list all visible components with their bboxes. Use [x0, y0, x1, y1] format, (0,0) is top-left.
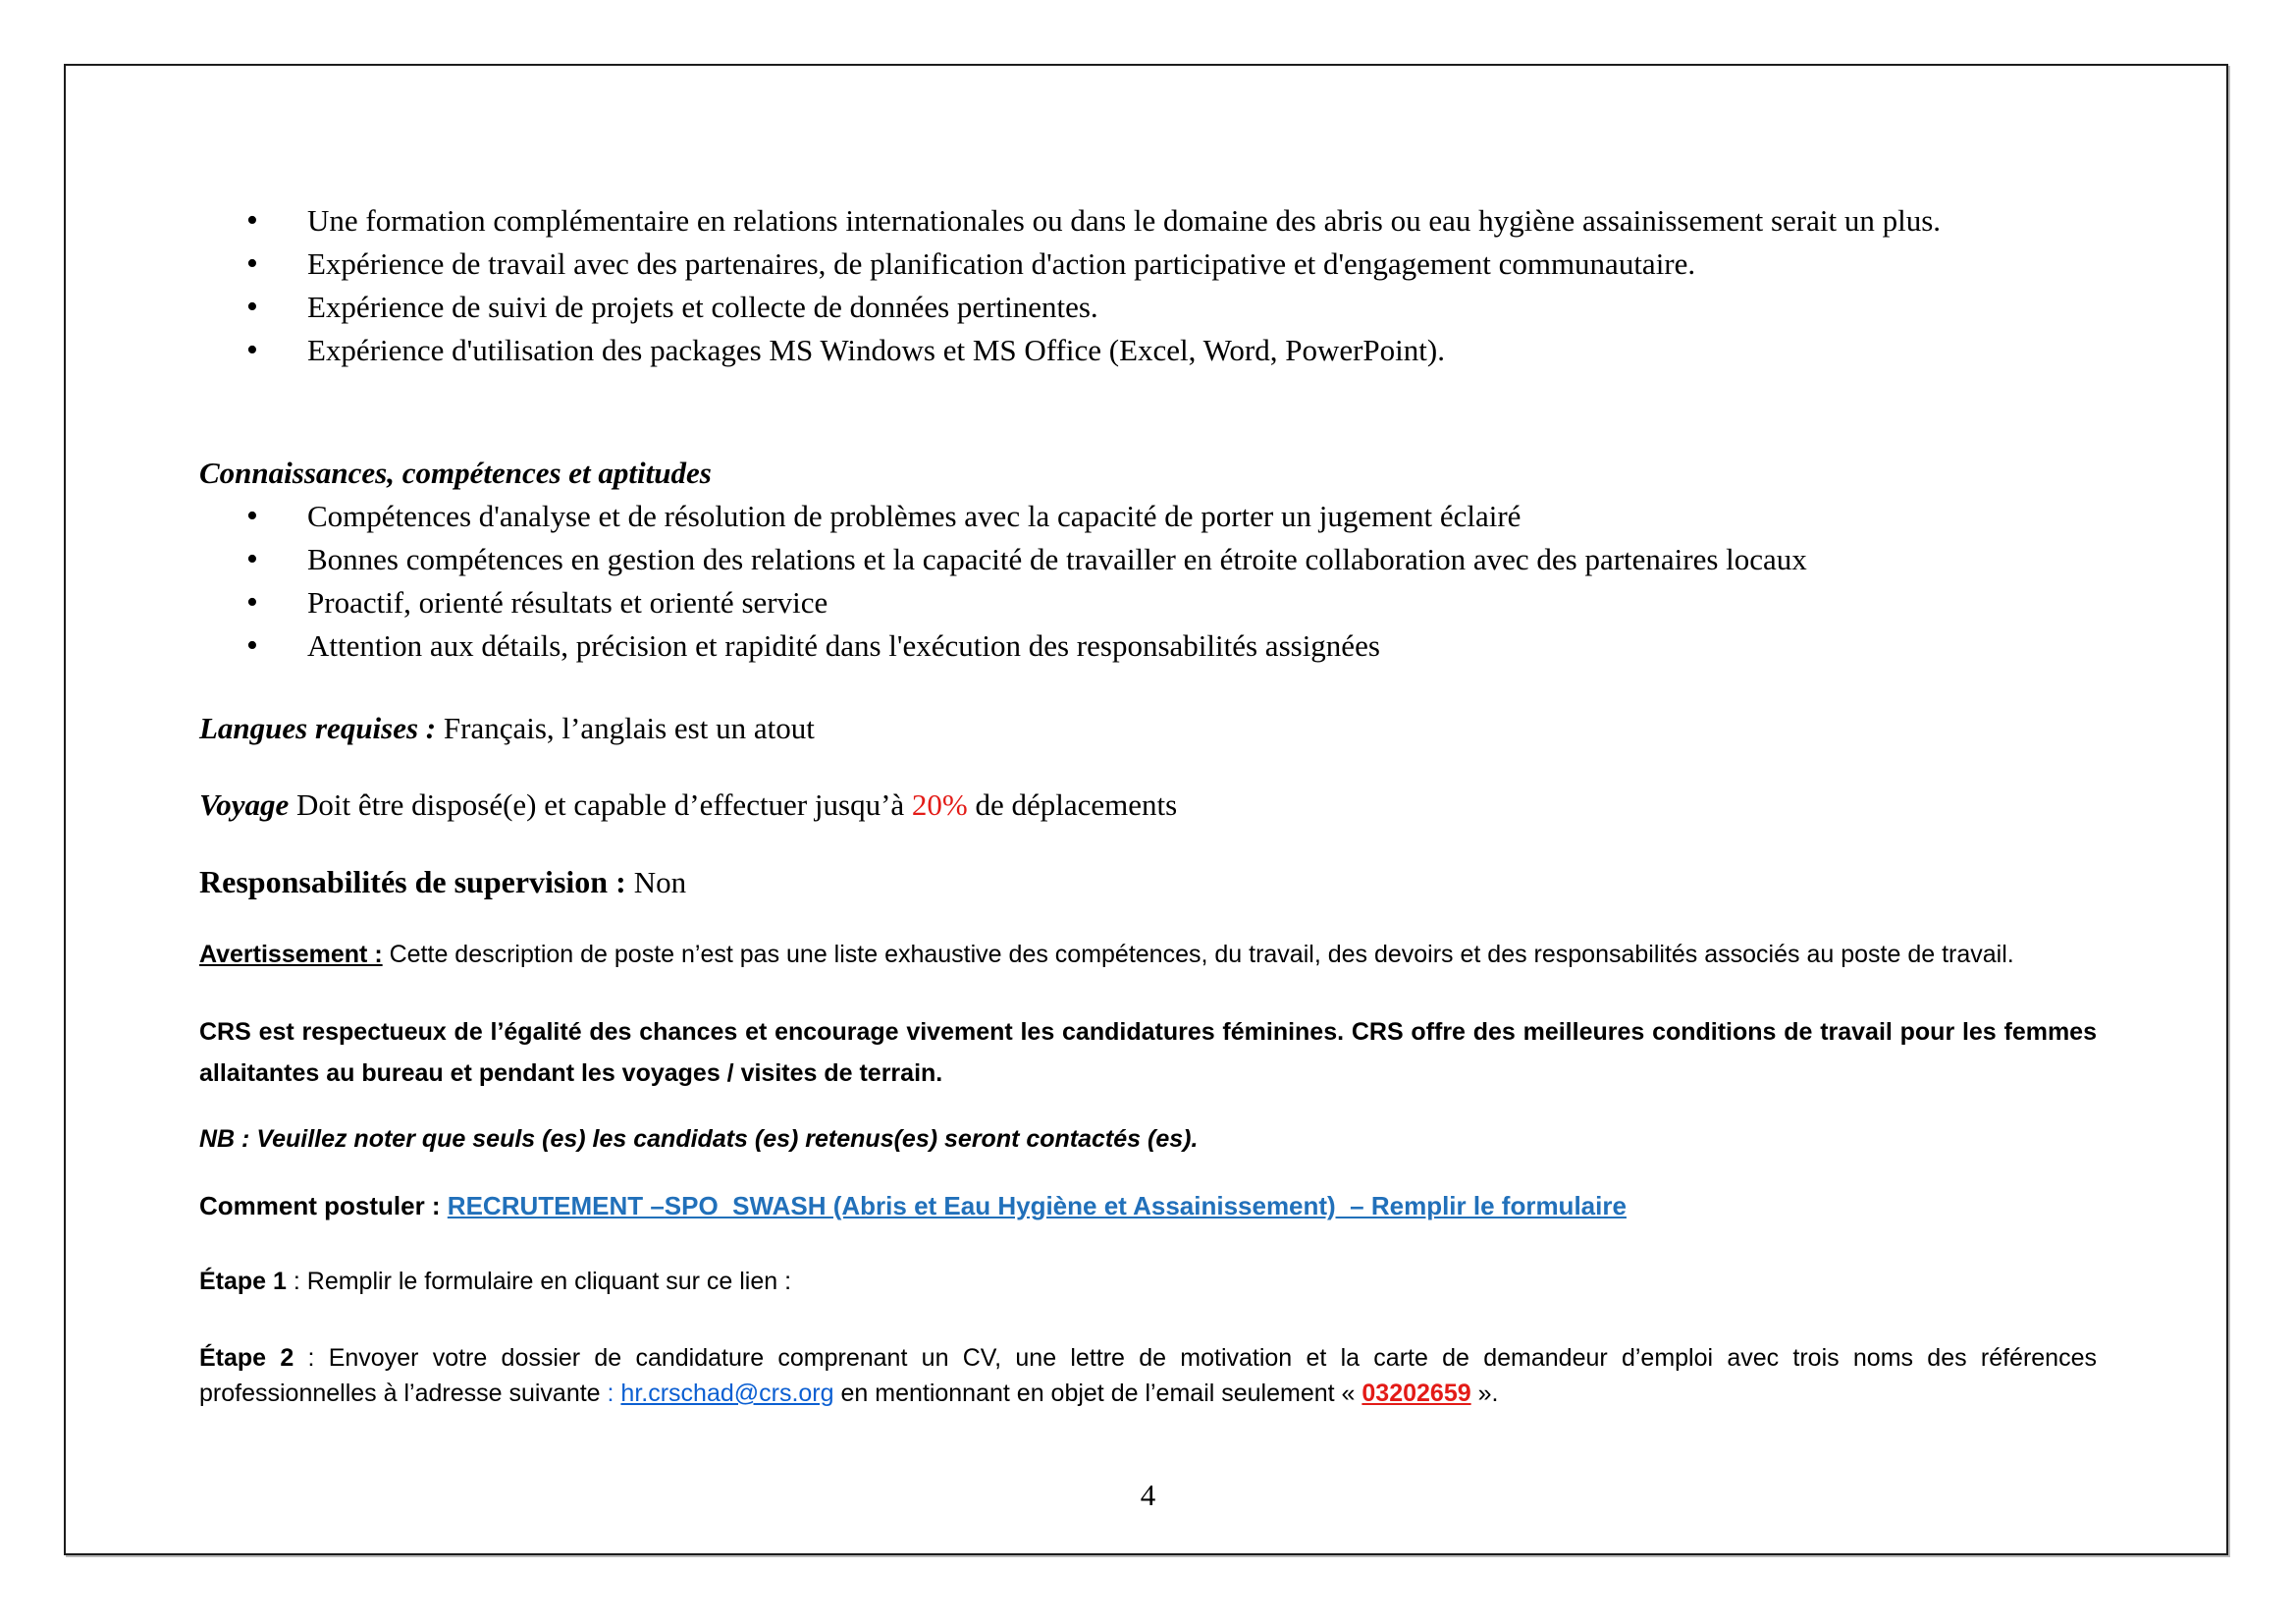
travel-percentage: 20%: [911, 787, 968, 822]
list-item: • Compétences d'analyse et de résolution de problèmes avec la capacité de porter un jugement éclairé: [199, 495, 2097, 538]
travel-text-after: de déplacements: [967, 787, 1178, 822]
step1-line: [199, 1266, 2097, 1298]
list-item: • Expérience d'utilisation des packages MS Windows et MS Office (Excel, Word, PowerPoint).: [199, 329, 2097, 372]
travel-text-before: Doit être disposé(e) et capable d’effectuer jusqu’à: [289, 787, 912, 822]
page-number: 4: [1140, 1478, 1156, 1512]
equal-opportunity-paragraph: CRS est respectueux de l’égalité des chances et encourage vivement les candidatures féminines. CRS offre des meilleures conditions de travail pour les femmes allaitantes au bureau et pendant les voyages / visites de terrain.: [199, 1018, 2097, 1087]
reference-number: 03202659: [1362, 1380, 1471, 1407]
travel-line: [199, 784, 2097, 827]
travel-label: Voyage: [199, 787, 290, 822]
disclaimer-paragraph: [199, 939, 2097, 971]
list-item: • Bonnes compétences en gestion des relations et la capacité de travailler en étroite collaboration avec des partenaires locaux: [199, 538, 2097, 581]
supervision-value: Non: [633, 865, 687, 899]
step2-paragraph: [199, 1340, 2097, 1411]
list-item: • Proactif, orienté résultats et orienté service: [199, 581, 2097, 624]
step2-text-before: : Envoyer votre dossier de candidature comprenant un CV, une lettre de motivation et la carte de demandeur d’emploi avec trois noms des références professionnelles à l’adresse suivante: [199, 1344, 2097, 1407]
list-item: • Expérience de travail avec des partenaires, de planification d'action participative et d'engagement communautaire.: [199, 243, 2097, 286]
step2-label: Étape 2: [199, 1344, 294, 1372]
how-to-apply-line: [199, 1190, 2097, 1222]
supervision-label: Responsabilités de supervision :: [199, 864, 634, 899]
list-item: • Attention aux détails, précision et rapidité dans l'exécution des responsabilités assignées: [199, 624, 2097, 668]
skills-heading: Connaissances, compétences et aptitudes: [199, 456, 712, 490]
step2-text-after: ».: [1470, 1380, 1499, 1407]
supervision-line: [199, 860, 2097, 904]
disclaimer-label: Avertissement :: [199, 941, 383, 968]
how-to-apply-label: Comment postuler :: [199, 1191, 448, 1220]
nb-note: NB : Veuillez noter que seuls (es) les candidats (es) retenus(es) seront contactés (es).: [199, 1125, 1199, 1153]
recruitment-form-link[interactable]: RECRUTEMENT –SPO_SWASH (Abris et Eau Hygiène et Assainissement) – Remplir le formulaire: [447, 1191, 1627, 1220]
disclaimer-text: Cette description de poste n’est pas une liste exhaustive des compétences, du travail, des devoirs et des responsabilités associés au poste de travail.: [382, 941, 2014, 968]
languages-label: Langues requises :: [199, 711, 444, 745]
email-link[interactable]: hr.crschad@crs.org: [620, 1380, 834, 1407]
step2-text-middle: en mentionnant en objet de l’email seulement «: [833, 1380, 1362, 1407]
languages-line: [199, 707, 2097, 750]
step1-label: Étape 1: [199, 1268, 287, 1295]
list-item: • Expérience de suivi de projets et collecte de données pertinentes.: [199, 286, 2097, 329]
step1-text: : Remplir le formulaire en cliquant sur ce lien :: [286, 1268, 792, 1295]
qualifications-list: [199, 199, 2097, 372]
step2-colon: :: [607, 1380, 621, 1407]
languages-value: Français, l’anglais est un atout: [443, 711, 815, 745]
skills-list: [199, 495, 2097, 668]
list-item: • Une formation complémentaire en relations internationales ou dans le domaine des abris ou eau hygiène assainissement serait un plus.: [199, 199, 2097, 243]
